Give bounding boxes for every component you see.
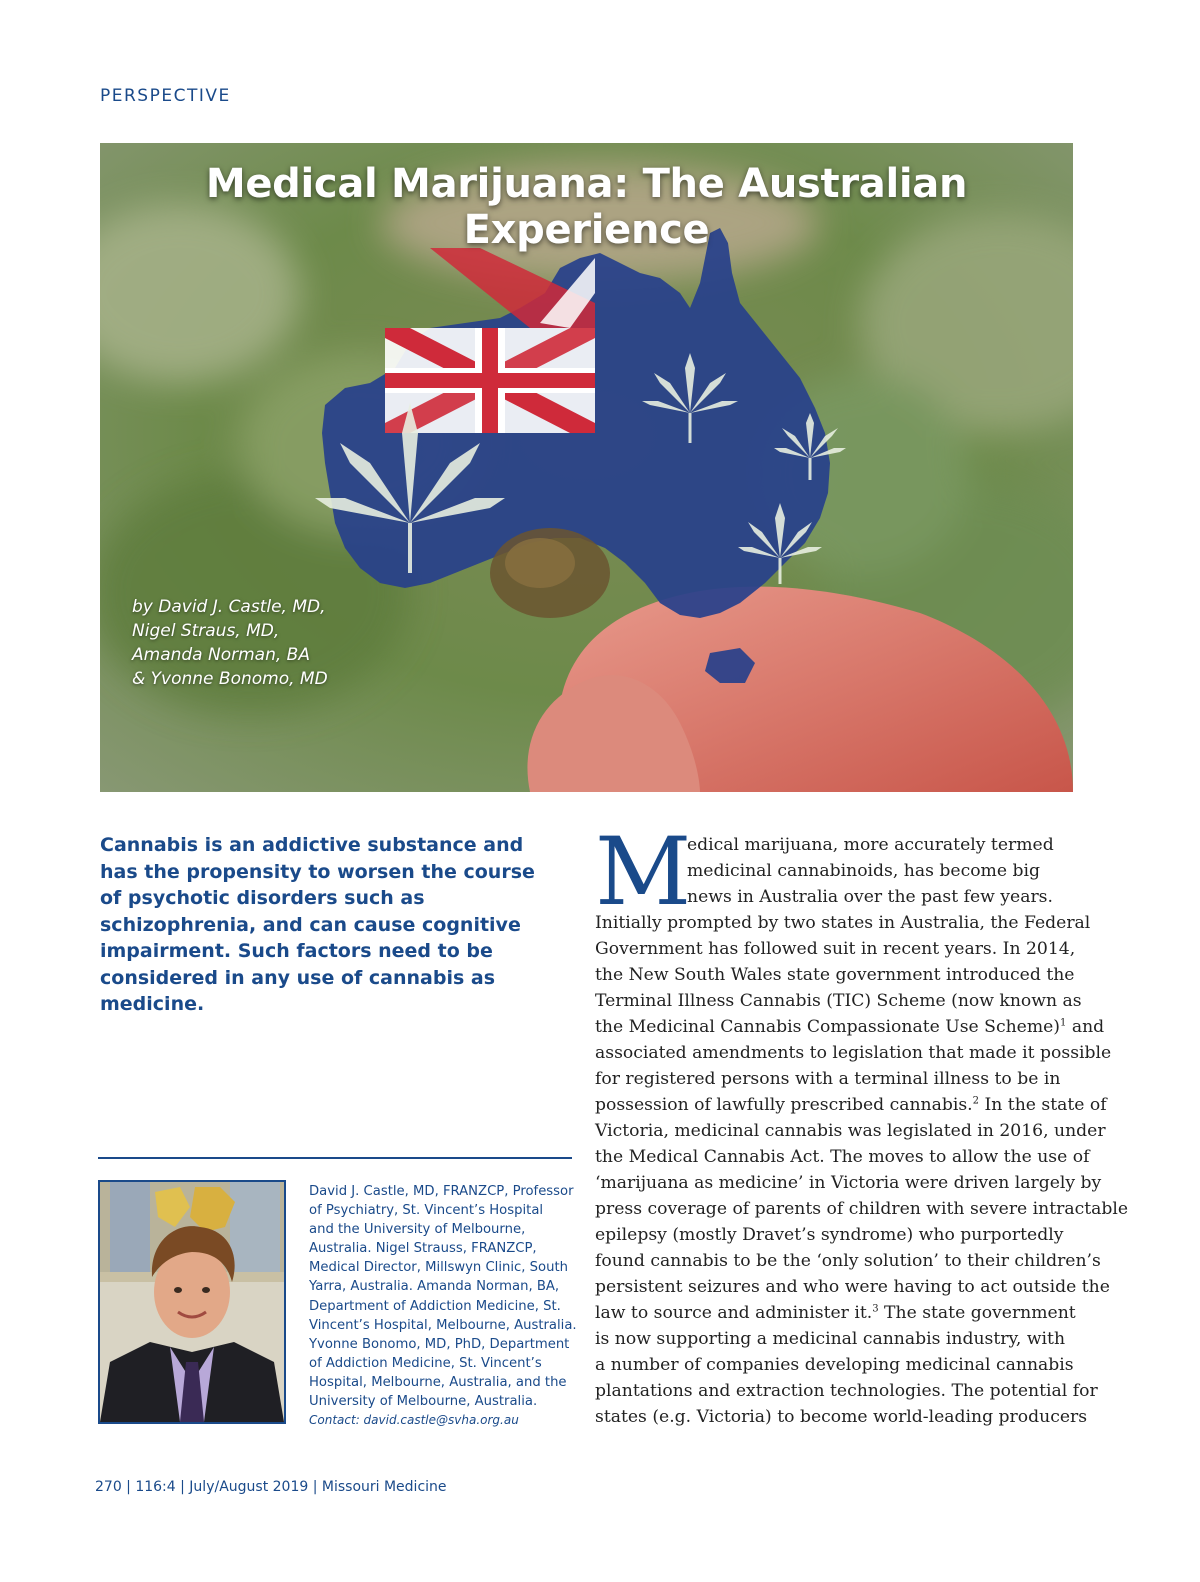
body-line (595, 1014, 1105, 1040)
article-title: Medical Marijuana: The Australian Experience (205, 161, 968, 253)
body-line: a number of companies developing medicinal cannabis (595, 1355, 1074, 1375)
bio-line: Vincent’s Hospital, Melbourne, Australia. (309, 1317, 577, 1333)
bio-line: and the University of Melbourne, (309, 1222, 526, 1238)
divider (98, 1157, 572, 1159)
body-line: Initially prompted by two states in Australia, the Federal (595, 913, 1091, 933)
section-label: PERSPECTIVE (100, 86, 231, 106)
byline-line: Nigel Straus, MD, (132, 621, 280, 641)
reference-1[interactable]: 1 (1060, 1017, 1067, 1029)
body-line: Victoria, medicinal cannabis was legislated in 2016, under (595, 1121, 1106, 1141)
body-line: the New South Wales state government introduced the (595, 965, 1075, 985)
body-line: for registered persons with a terminal illness to be in (595, 1069, 1061, 1089)
bio-line: of Psychiatry, St. Vincent’s Hospital (309, 1203, 544, 1219)
body-line: epilepsy (mostly Dravet’s syndrome) who purportedly (595, 1225, 1064, 1245)
bio-line: University of Melbourne, Australia. (309, 1394, 538, 1410)
drop-cap: M (595, 818, 692, 927)
body-line: ‘marijuana as medicine’ in Victoria were driven largely by (595, 1173, 1102, 1193)
article-body (595, 832, 1129, 1430)
bio-line: Medical Director, Millswyn Clinic, South (309, 1260, 568, 1276)
bio-line: Yvonne Bonomo, MD, PhD, Department (309, 1336, 570, 1352)
author-portrait-illustration (100, 1182, 284, 1422)
bio-line: Hospital, Melbourne, Australia, and the (309, 1374, 567, 1390)
body-line: plantations and extraction technologies. The potential for (595, 1381, 1098, 1401)
byline-line: Amanda Norman, BA (132, 645, 310, 665)
hero-image (100, 143, 1073, 792)
bio-line: Department of Addiction Medicine, St. (309, 1298, 561, 1314)
contact-email[interactable]: Contact: david.castle@svha.org.au (309, 1413, 519, 1428)
body-line: medicinal cannabinoids, has become big (687, 861, 1040, 881)
body-line: the Medical Cannabis Act. The moves to allow the use of (595, 1147, 1090, 1167)
body-line: edical marijuana, more accurately termed (687, 835, 1054, 855)
bio-line: of Addiction Medicine, St. Vincent’s (309, 1355, 542, 1371)
body-text-span: In the state of (979, 1095, 1107, 1115)
body-line: found cannabis to be the ‘only solution’ to their children’s (595, 1251, 1101, 1271)
body-line: associated amendments to legislation that made it possible (595, 1043, 1112, 1063)
reference-2[interactable]: 2 (972, 1095, 980, 1107)
byline-line: & Yvonne Bonomo, MD (132, 669, 328, 689)
reference-3[interactable]: 3 (872, 1303, 879, 1315)
byline-line: by David J. Castle, MD, (132, 597, 326, 617)
body-line: press coverage of parents of children with severe intractable (595, 1199, 1129, 1219)
body-line: states (e.g. Victoria) to become world-leading producers (595, 1407, 1088, 1427)
body-line: is now supporting a medicinal cannabis industry, with (595, 1329, 1066, 1349)
bio-line: David J. Castle, MD, FRANZCP, Professor (309, 1184, 574, 1199)
body-line (595, 1300, 1076, 1326)
bio-line: Yarra, Australia. Amanda Norman, BA, (309, 1279, 560, 1295)
pull-quote: Cannabis is an addictive substance and has the propensity to worsen the course of psychotic disorders such as schizophrenia, and can cause cognitive impairment. Such factors need to be considered in any use of cannabis as medicine. (100, 834, 535, 1015)
body-text-span: possession of lawfully prescribed cannabis. (595, 1095, 973, 1115)
byline (132, 595, 328, 691)
body-text-span: The state government (878, 1303, 1076, 1323)
body-line (595, 1092, 1107, 1118)
body-text-span: the Medicinal Cannabis Compassionate Use Scheme) (595, 1017, 1060, 1037)
body-text-span: and (1066, 1017, 1105, 1037)
body-line: Government has followed suit in recent years. In 2014, (595, 939, 1076, 959)
bio-line: Australia. Nigel Strauss, FRANZCP, (309, 1241, 537, 1257)
body-text-span: law to source and administer it. (595, 1303, 873, 1323)
body-line: news in Australia over the past few years. (687, 887, 1053, 907)
body-line: Terminal Illness Cannabis (TIC) Scheme (now known as (595, 991, 1082, 1011)
page-footer: 270 | 116:4 | July/August 2019 | Missouri Medicine (95, 1479, 447, 1495)
author-photo (98, 1180, 286, 1424)
author-bio (309, 1182, 575, 1430)
body-line: persistent seizures and who were having to act outside the (595, 1277, 1110, 1297)
